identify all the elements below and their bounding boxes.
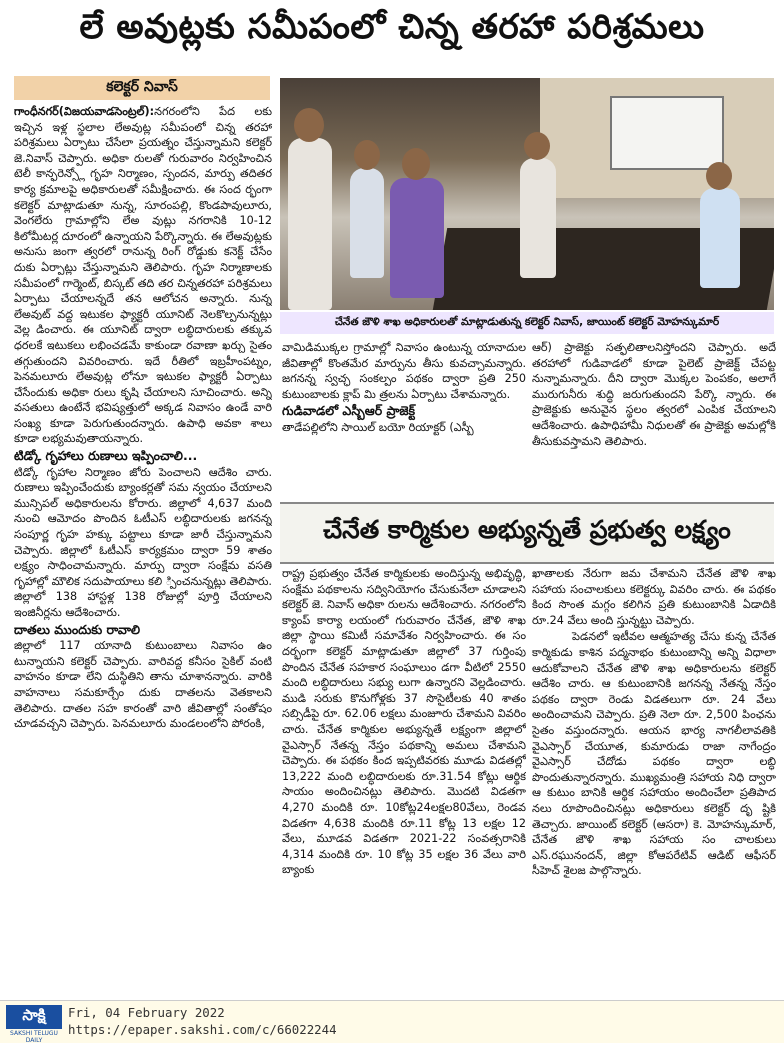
paragraph: వామిడిముక్కల గ్రామాల్లో నివాసం ఉంటున్న యానాదుల జీవితాల్లో కొంతమేర మార్పును తీసు కువచ్చామన్నారు. జగనన్న స్వచ్ఛ సంకల్పం పథకం ద్వారా ప్రతి 250 కుటుంబాలకు క్లాప్ మి త్రలను ఏర్పాటు చేశామన్నారు. <box>282 341 526 401</box>
paragraph: ఖాతాలకు నేరుగా జమ చేశామని చేనేత జౌళి శాఖ సహాయ సంచాలకులు కలెక్టర్కు వివరిం చారు. ఈ పథకం కింద సొంత మగ్గం కలిగిన ప్రతి కుటుంబానికి ఏడాదికి రూ.24 వేలు అంది స్తున్నట్టు చెప్పారు. <box>532 567 776 627</box>
headline: లే అవుట్లకు సమీపంలో చిన్న తరహా పరిశ్రమలు <box>79 7 705 47</box>
subheading: టిడ్కో గృహాలు రుణాలు ఇప్పించాలి... <box>14 448 198 464</box>
paragraph: జిల్లాలో 117 యానాది కుటుంబాలు నివాసం ఉం టున్నాయని కలెక్టర్ చెప్పారు. వారివద్ద కనీసం సైకిల్ వంటి వాహనం కూడా లేని దుస్థితిని తాను చూశానన్నారు. వారికి వాహనాలు సమకూర్చేం దుకు దాతలను వెతకాలని తెలిపారు. దాతల సహ కారంతో వారి జీవితాల్లో సంతోషం చూడవచ్చని చెప్పారు. పెనమలూరు మండలంలోని పోరంకి, <box>14 639 272 731</box>
paragraph: ఆర్) ప్రాజెక్టు సత్ఫలితాలనిస్తోందని చెప్పారు. అదే తరహాలో గుడివాడలో కూడా పైలెట్ ప్రాజెక్ట్ చేపట్ట నున్నామన్నారు. దీని ద్వారా మొక్కల పెంపకం, అలాగే మురుగునీరు శుద్ధి జరుగుతుందని పేర్కొ న్నారు. ఈ ప్రాజెక్టుకు అనువైన స్థలం త్వరలో ఎంపిక చేయాలని ఆదేశించారు. ఉపాధిహామీ నిధులతో ఈ ప్రాజెక్టు అమల్లోకి తీసుకువస్తామని తెలిపారు. <box>532 341 776 448</box>
column-4 <box>282 566 526 998</box>
epaper-url[interactable]: https://epaper.sakshi.com/c/66022244 <box>68 1022 337 1037</box>
column-2 <box>282 340 526 500</box>
photo-caption: చేనేత జౌళి శాఖ అధికారులతో మాట్లాడుతున్న కలెక్టర్ నివాస్, జాయింట్ కలెక్టర్ మోహన్కుమార్ <box>280 312 774 334</box>
subheading: దాతలు ముందుకు రావాలి <box>14 621 141 637</box>
logo-text: సాక్షి <box>6 1005 62 1029</box>
column-1 <box>14 104 272 998</box>
paragraph: టిడ్కో గృహాల నిర్మాణం జోరు పెంచాలని ఆదేశిం చారు. రుణాలు ఇప్పించేందుకు బ్యాంకర్లతో సమ న్వయం చేయాలని మున్సిపల్ అధికారులను కోరారు. జిల్లాలో 4,637 మంది నుంచి ఆమోదం పొందిన ఓటీఎస్ లబ్ధిదారులకు జగనన్న సంపూర్ణ గృహ హక్కు పట్టాలు కూడా జారీ చేస్తున్నామని చెప్పారు. జిల్లాలో ఓటీఎస్ కార్యక్రమం ద్వారా 59 శాతం లక్ష్యం సాధించామన్నారు. మార్పు ద్వారా సంక్షేమ వసతి గృహాల్లో మౌలిక సదుపాయాలు కలి ్పించనున్నట్లు తెలిపారు. జిల్లాలో 138 హాస్టళ్ల 138 రోజుల్లో పూర్తి చేయాలని ఇంజినీర్లను ఆదేశించారు. <box>14 465 272 619</box>
news-photo <box>280 78 774 310</box>
logo-subtext: SAKSHI TELUGU DAILY <box>10 1030 58 1044</box>
byline: కలెక్టర్ నివాస్ <box>14 76 270 100</box>
paragraph <box>14 104 272 447</box>
subheading: గుడివాడలో ఎస్బీఆర్ ప్రాజెక్ట్ <box>282 403 416 419</box>
column-5 <box>532 566 776 998</box>
secondary-headline: చేనేత కార్మికుల అభ్యున్నతే ప్రభుత్వ లక్ష్యం <box>280 502 774 564</box>
sakshi-logo[interactable] <box>6 1005 62 1044</box>
dateline: గాంధీనగర్(విజయవాడసెంట్రల్): <box>14 105 155 118</box>
paragraph-text: నగరంలోని పేద లకు ఇచ్చిన ఇళ్ల స్థలాల లేఅవుట్ల సమీపంలో చిన్న తరహా పరిశ్రమలు ఏర్పాటు చేసేలా ప్రయత్నం చేస్తున్నామని కలెక్టర్ జె.నివాస్ చెప్పారు. అధికా రులతో గురువారం నిర్వహించిన టెలీ కాన్ఫరెన్స్లో గృహ నిర్మాణం, స్పందన, మార్పు తదితర కార్య క్రమాలపై అధికారులతో సమీక్షించారు. ఈ సంద ర్భంగా కలెక్టర్ మాట్లాడుతూ నున్న, సూరంపల్లి, కొండపావులూరు, వెంగలేరు గ్రామాల్లోని లేఅ వుట్లు నగరానికి 10-12 కిలోమీటర్ల దూరంలో ఉన్నాయని పేర్కొన్నారు. ఈ లేఅవుట్లకు అనుసు జంగా త్వరలో రానున్న రింగ్ రోడ్డుకు కనెక్ట్ చేసేం దుకు ఏర్పాట్లు చేస్తున్నామని తెలిపారు. గృహ నిర్మాణాలకు సమీపంలో గార్మెంట్, బిస్కట్ తది తర చిన్నతరహా పరిశ్రమలు ఏర్పాటు చేయాలన్నదే తన ఆలోచన అన్నారు. నున్న లేఅవుట్ వద్ద ఇటుకల ఫ్యాక్టరీ యూనిట్ నెలకొల్పనున్నట్లు వెల్ల డించారు. ఈ యూనిట్ ద్వారా లబ్ధిదారులకు తక్కువ ధరలకే ఇటుకలు లభించడమే కాకుండా రవాణా ఖర్చు సైతం తగ్గుతుందని వివరించారు. ఇదే రీతిలో ఇబ్రహీంపట్నం, పెనమలూరు లేఅవుట్ల లోనూ ఇటుకల ఫ్యాక్టరీ ఏర్పాటు చేసేందుకు అధికా రులు కృషి చేయాలని సూచించారు. అన్ని వసతులు ఉంటేనే భవిష్యత్తులో అక్కడ నివాసం ఉండే వారి సంఖ్య కూడా పెరుగుతుందన్నారు. ఉపాధి అవకా శాలు కూడా లభ్యమవుతాయన్నారు. <box>14 105 272 446</box>
column-3 <box>532 340 776 500</box>
paragraph: పెడనలో ఇటీవల ఆత్మహత్య చేసు కున్న చేనేత కార్మికుడు కాశిన పద్మనాభం కుటుంబాన్ని అన్ని విధాలా ఆదుకోవాలని చేనేత జౌళి శాఖ అధికారులను కలెక్టర్ ఆదేశిం చారు. ఆ కుటుంబానికి జగనన్న నేతన్న నేస్తం పథకం ద్వారా రెండు విడతలుగా రూ. 24 వేలు అందించామని చెప్పారు. ప్రతి నెలా రూ. 2,500 పింఛను సైతం వస్తుందన్నారు. ఆయన భార్య నాగలీలావతికి వైఎస్సార్ చేయూత, కుమారుడు రాజా నాగేంద్రం వైఎస్సార్ చేదోడు పథకం ద్వారా లబ్ధి పొందుతున్నారన్నారు. ముఖ్యమంత్రి సహాయ నిధి ద్వారా ఆ కుటుం బానికి ఆర్థిక సహాయం అందించేలా ప్రతిపాద నలు రూపొందించినట్లు అధికారులు కలెక్టర్ దృ ష్టికి తెచ్చారు. జాయింట్ కలెక్టర్ (ఆసరా) కె. మోహన్కుమార్, చేనేత జౌళి శాఖ సహాయ సం చాలకులు ఎస్.రఘునందన్, జిల్లా కోఆపరేటివ్ ఆడిట్ ఆఫీసర్ సీహెచ్ శైలజ పాల్గొన్నారు. <box>532 630 776 878</box>
paragraph: తాడేపల్లిలోని సాయిల్ బయో రియాక్టర్ (ఎస్బీ <box>282 420 474 434</box>
footer <box>0 1000 784 1043</box>
edition-date: Fri, 04 February 2022 <box>68 1005 225 1020</box>
paragraph: రాష్ట్ర ప్రభుత్వం చేనేత కార్మికులకు అందిస్తున్న అభివృద్ధి, సంక్షేమ పథకాలను సద్వినియోగం చేసుకునేలా చూడాలని కలెక్టర్ జె. నివాస్ అధికా రులను ఆదేశించారు. నగరంలోని క్యాంప్ కార్యా లయంలో గురువారం చేనేత, జౌళి శాఖ జిల్లా స్థాయి కమిటీ సమావేశం నిర్వహించారు. ఈ సం దర్భంగా కలెక్టర్ మాట్లాడుతూ జిల్లాలో 37 గుర్తింపు పొందిన చేనేత సహకార సంఘాలుం డగా వీటిలో 2550 మంది లబ్ధిదారులు సభ్యు లుగా ఉన్నారని వెల్లడించారు. ముడి సరుకు కొనుగోళ్లకు 37 సొసైటీలకు 40 శాతం సబ్సిడీపై రూ. 62.06 లక్షలు మంజూరు చేశామని వివరిం చారు. చేనేత కార్మికుల అభ్యున్నతే లక్ష్యంగా జిల్లాలో వైఎస్సార్ నేతన్న నేస్తం పథకాన్ని అమలు చేశామని చెప్పారు. ఈ పథకం కింద ఇప్పటివరకు మూడు విడతల్లో 13,222 మంది లబ్ధిదారులకు రూ.31.54 కోట్లు ఆర్థిక సాయం అందించినట్లు తెలిపారు. మొదటి విడతగా 4,270 మందికి రూ. 10కోట్ల24లక్షల80వేలు, రెండవ విడతగా 4,638 మందికి రూ.11 కోట్ల 13 లక్షల 12 వేలు, మూడవ విడతగా 2021-22 సంవత్సరానికి 4,314 మందికి రూ. 10 కోట్ల 35 లక్షల 36 వేలు వారి బ్యాంకు <box>282 567 526 877</box>
